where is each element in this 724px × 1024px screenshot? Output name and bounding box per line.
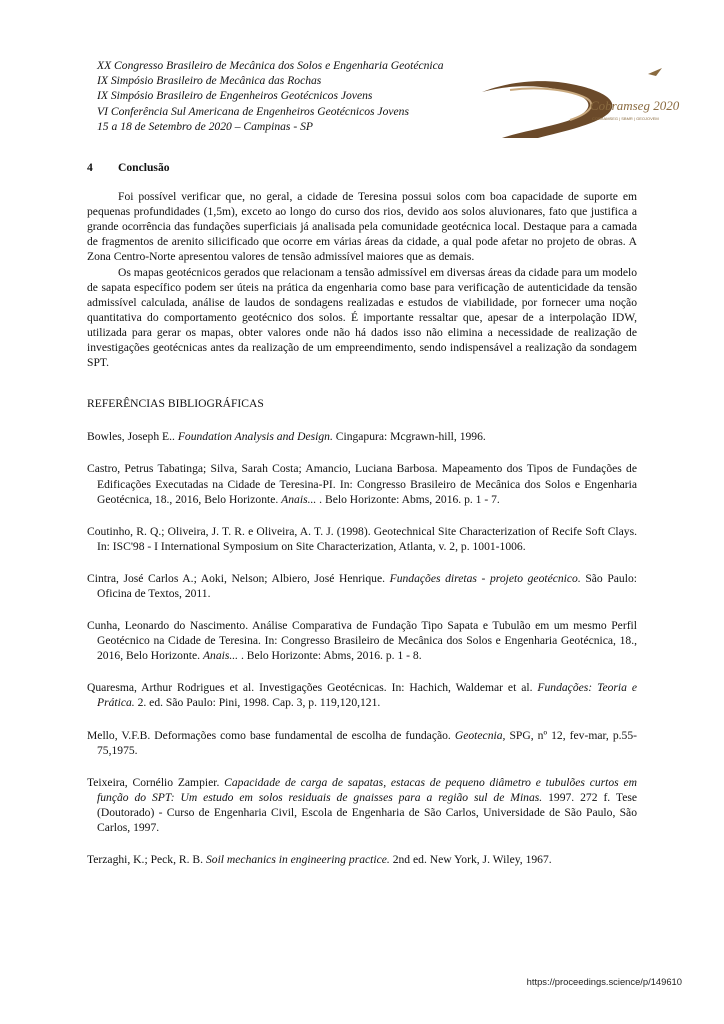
conclusion-paragraph: Os mapas geotécnicos gerados que relacionam a tensão admissível em diversas áreas da cidade para um modelo de sapata específico podem ser úteis na prática da engenharia como base para verificação de autenticidade da tensão admissível calculada, análise de laudos de sondagens realizadas e estudos de viabilidade, por fornecer uma noção quantitativa do comportamento geotécnico dos solos. É importante ressaltar que, apesar de a interpolação IDW, utilizada para gerar os mapas, obter valores onde não há dados isso não elimina a necessidade de realização de investigações geotécnicas antes da realização de um empreendimento, sendo indispensável a realização da sondagem SPT.: [87, 265, 637, 370]
section-title: Conclusão: [118, 161, 170, 174]
logo-subtext: COBRAMSEG | SBMR | GEOJOVEM: [592, 116, 659, 121]
logo-bird-icon: [648, 68, 662, 76]
conference-header: [97, 58, 497, 134]
cobramseg-logo: [480, 52, 680, 138]
reference-item: Quaresma, Arthur Rodrigues et al. Investigações Geotécnicas. In: Hachich, Waldemar et al. Fundações: Teoria e Prática. 2. ed. São Paulo: Pini, 1998. Cap. 3, p. 119,120,121.: [87, 681, 637, 710]
reference-item: Cintra, José Carlos A.; Aoki, Nelson; Albiero, José Henrique. Fundações diretas - projeto geotécnico. São Paulo: Oficina de Textos, 2011.: [87, 571, 637, 600]
header-line: VI Conferência Sul Americana de Engenheiros Geotécnicos Jovens: [97, 104, 409, 118]
reference-item: Cunha, Leonardo do Nascimento. Análise Comparativa de Fundação Tipo Sapata e Tubulão em um mesmo Perfil Geotécnico na Cidade de Teresina. In: Congresso Brasileiro de Mecânica dos Solos e Engenharia Geotécnica, 18., 2016, Belo Horizonte. Anais... . Belo Horizonte: Abms, 2016. p. 1 - 8.: [87, 619, 637, 663]
references-heading: REFERÊNCIAS BIBLIOGRÁFICAS: [87, 397, 264, 411]
reference-item: Teixeira, Cornélio Zampier. Capacidade de carga de sapatas, estacas de pequeno diâmetro e tubulões curtos em função do SPT: Um estudo em solos residuais de gnaisses para a região sul de Minas. 1997. 272 f. Tese (Doutorado) - Curso de Engenharia Civil, Escola de Engenharia de São Carlos, Universidade de São Paulo, São Carlos, 1997.: [87, 775, 637, 834]
reference-list: [87, 429, 637, 867]
header-line: IX Simpósio Brasileiro de Engenheiros Geotécnicos Jovens: [97, 89, 373, 103]
reference-item: Coutinho, R. Q.; Oliveira, J. T. R. e Oliveira, A. T. J. (1998). Geotechnical Site Characterization of Recife Soft Clays. In: ISC'98 - I International Symposium on Site Characterization, Atlanta, v. 2, p. 1001-1006.: [87, 524, 637, 553]
proceedings-link[interactable]: https://proceedings.science/p/149610: [526, 976, 682, 987]
conclusion-paragraph: Foi possível verificar que, no geral, a cidade de Teresina possui solos com boa capacidade de suporte em pequenas profundidades (1,5m), exceto ao longo do curso dos rios, devido aos solos aluvionares, fato que justifica a grande ocorrência das fundações superficiais já analisada pela comunidade geotécnica local. Destaque para a camada de fragmentos de arenito silicificado que ocorre em várias áreas da cidade, a qual pode afetar no projeto de obras. A Zona Centro-Norte apresentou valores de tensão admissível maiores que as demais.: [87, 190, 637, 264]
reference-item: Castro, Petrus Tabatinga; Silva, Sarah Costa; Amancio, Luciana Barbosa. Mapeamento dos Tipos de Fundações de Edificações Executadas na Cidade de Teresina-PI. In: Congresso Brasileiro de Mecânica dos Solos e Engenharia Geotécnica, 18., 2016, Belo Horizonte. Anais... . Belo Horizonte: Abms, 2016. p. 1 - 7.: [87, 462, 637, 506]
reference-item: Terzaghi, K.; Peck, R. B. Soil mechanics in engineering practice. 2nd ed. New York, J. Wiley, 1967.: [87, 853, 552, 867]
reference-item: Bowles, Joseph E.. Foundation Analysis and Design. Cingapura: Mcgrawn-hill, 1996.: [87, 430, 486, 444]
header-line: 15 a 18 de Setembro de 2020 – Campinas - SP: [97, 119, 313, 133]
logo-text: Cobramseg 2020: [590, 98, 680, 113]
main-content: [87, 160, 637, 884]
section-number: 4: [87, 161, 93, 174]
header-line: XX Congresso Brasileiro de Mecânica dos Solos e Engenharia Geotécnica: [97, 59, 444, 72]
section-heading: [87, 160, 637, 175]
reference-item: Mello, V.F.B. Deformações como base fundamental de escolha de fundação. Geotecnia, SPG, nº 12, fev-mar, p.55-75,1975.: [87, 728, 637, 757]
header-line: IX Simpósio Brasileiro de Mecânica das Rochas: [97, 74, 322, 88]
